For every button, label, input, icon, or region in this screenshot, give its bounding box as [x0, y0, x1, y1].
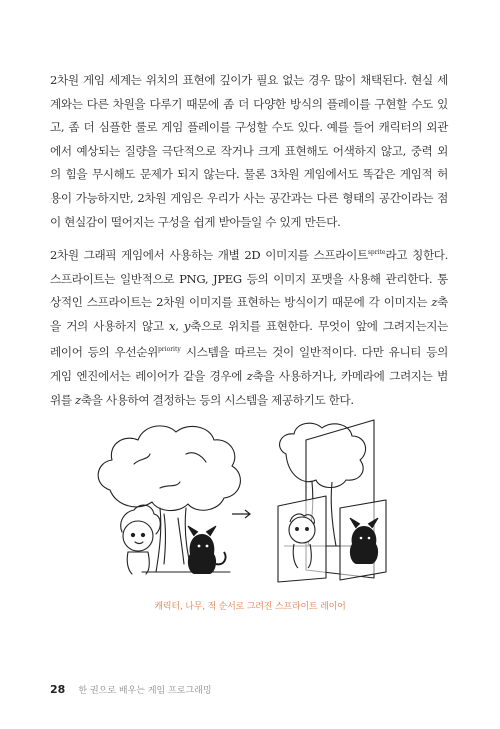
- text-line: [50, 389, 448, 413]
- text-line: 고, 좀 더 심플한 룰로 게임 플레이를 구성할 수도 있다. 예를 들어 캐릭터의 외관: [50, 120, 448, 135]
- figure-caption: 캐릭터, 나무, 적 순서로 그려진 스프라이트 레이어: [154, 602, 346, 612]
- text-run: 축을 사용하여 결정하는 등의 시스템을 제공하기도 한다.: [80, 392, 354, 407]
- text-run: 축: [437, 295, 448, 310]
- devil-silhouette-left: [188, 526, 226, 574]
- text-line: [50, 291, 448, 315]
- text-run: 을 거의 사용하지 않고: [50, 318, 170, 333]
- text-run: 2차원 그래픽 게임에서 사용하는 개별 2D 이미지를 스프라이트: [50, 248, 368, 262]
- text-line: 에서 예상되는 질량을 극단적으로 작거나 크게 표현해도 어색하지 않고, 중력 외: [50, 143, 448, 158]
- tree-scene-illustration: [98, 426, 240, 574]
- text-run: 축으로 위치를 표현한다. 무엇이 앞에 그려지는지는: [190, 318, 448, 333]
- paragraph-2d-world: [50, 69, 448, 234]
- math-variable: y: [183, 318, 191, 333]
- text-run: 상적인 스프라이트는 2차원 이미지를 표현하는 방식이기 때문에 각 이미지는: [50, 295, 432, 310]
- text-line: [50, 315, 448, 339]
- text-run: 게임 엔진에서는 레이어가 같을 경우에: [50, 368, 247, 383]
- right-arrow-icon: [232, 510, 250, 518]
- paragraph-sprites: [50, 241, 448, 412]
- math-variable: x: [169, 318, 176, 333]
- text-line: 이 현실감이 떨어지는 구성을 쉽게 받아들일 수 있게 만든다.: [50, 214, 341, 229]
- text-line: 계와는 다른 차원을 다루기 때문에 좀 더 다양한 방식의 플레이를 구현할 수도 있: [50, 96, 448, 111]
- term-superscript: sprite: [367, 249, 386, 256]
- text-line: 용이 가능하지만, 2차원 게임은 우리가 사는 공간과는 다른 형태의 공간이라는 점: [50, 190, 448, 205]
- sprite-layer-figure: [90, 418, 410, 588]
- math-variable: z: [246, 368, 253, 383]
- text-line: 2차원 게임 세계는 위치의 표현에 깊이가 필요 없는 경우 많이 채택된다. 현실 세: [50, 73, 448, 87]
- math-variable: z: [431, 295, 438, 310]
- text-run: 레이어 등의 우선순위: [50, 345, 158, 360]
- book-title: 한 권으로 배우는 게임 프로그래밍: [78, 686, 212, 696]
- text-run: ,: [175, 318, 184, 333]
- text-line: [50, 241, 448, 268]
- text-line: 스프라이트는 일반적으로 PNG, JPEG 등의 이미지 포맷을 사용해 관리한다. 통: [50, 271, 448, 286]
- text-line: [50, 365, 448, 389]
- text-run: 위를: [50, 392, 76, 407]
- text-run: 축을 사용하거나, 카메라에 그려지는 범: [252, 368, 448, 383]
- term-superscript: priority: [157, 346, 181, 354]
- page-number: 28: [50, 683, 66, 696]
- text-line: [50, 338, 448, 365]
- page-footer: [50, 678, 212, 697]
- math-variable: z: [75, 392, 81, 407]
- text-run: 시스템을 따르는 것이 일반적이다. 다만 유니티 등의: [180, 345, 448, 360]
- text-run: 라고 칭한다.: [385, 248, 448, 262]
- text-line: 의 힘을 무시해도 문제가 되지 않는다. 물론 3차원 게임에서도 똑같은 게임적 허: [50, 167, 448, 182]
